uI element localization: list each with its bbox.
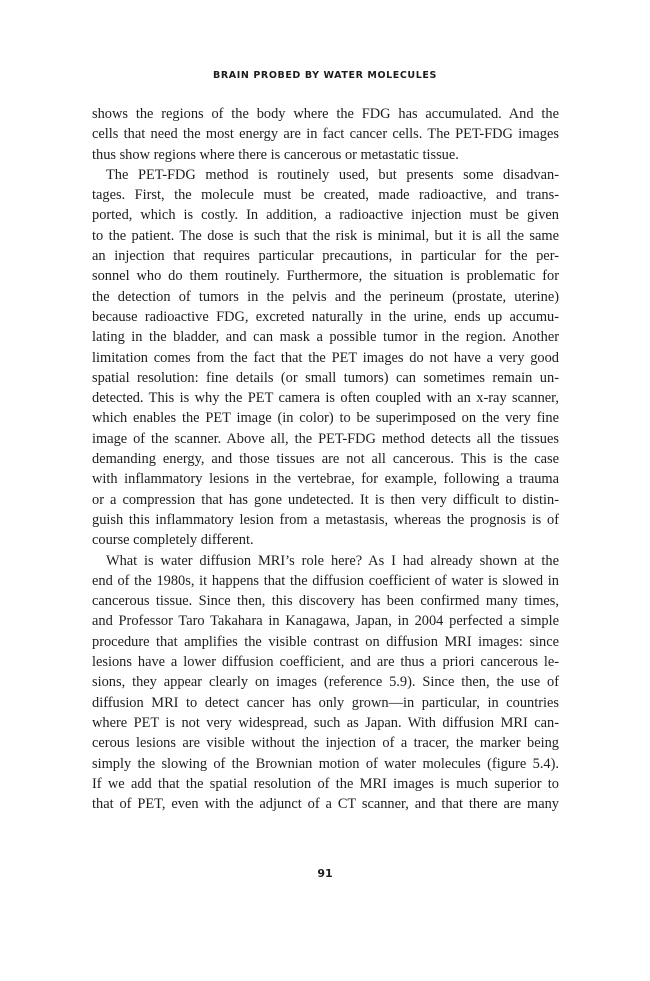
paragraph: [92, 165, 559, 551]
running-head: BRAIN PROBED BY WATER MOLECULES: [213, 70, 437, 81]
text-line: cells that need the most energy are in fact cancer cells. The PET-FDG images: [92, 126, 559, 143]
text-line: an injection that requires particular precautions, in particular for the per-: [92, 248, 559, 265]
text-line: diffusion MRI to detect cancer has only grown—in particular, in countries: [92, 694, 559, 711]
text-line: tages. First, the molecule must be created, made radioactive, and trans-: [92, 187, 559, 204]
text-line: and Professor Taro Takahara in Kanagawa, Japan, in 2004 perfected a simple: [92, 613, 559, 630]
text-line: sonnel who do them routinely. Furthermore, the situation is problematic for: [92, 268, 559, 285]
text-line: procedure that amplifies the visible contrast on diffusion MRI images: since: [92, 633, 559, 650]
text-line: to the patient. The dose is such that the risk is minimal, but it is all the same: [92, 227, 559, 244]
text-line: If we add that the spatial resolution of the MRI images is much superior to: [92, 775, 559, 792]
text-line: end of the 1980s, it happens that the diffusion coefficient of water is slowed in: [92, 572, 559, 589]
body-text: [92, 104, 559, 814]
text-line: where PET is not very widespread, such as Japan. With diffusion MRI can-: [92, 714, 559, 731]
text-line: or a compression that has gone undetected. It is then very difficult to distin-: [92, 491, 559, 508]
text-line: What is water diffusion MRI’s role here? As I had already shown at the: [106, 552, 559, 569]
text-line: The PET-FDG method is routinely used, but presents some disadvan-: [106, 166, 559, 183]
text-line: cancerous tissue. Since then, this discovery has been confirmed many times,: [92, 593, 559, 610]
text-line: ported, which is costly. In addition, a radioactive injection must be given: [92, 207, 559, 224]
text-line: because radioactive FDG, excreted naturally in the urine, ends up accumu-: [92, 308, 559, 325]
text-line: guish this inflammatory lesion from a metastasis, whereas the prognosis is of: [92, 511, 559, 528]
paragraph: [92, 551, 559, 815]
text-line: lesions have a lower diffusion coefficient, and are thus a priori cancerous le-: [92, 654, 559, 671]
text-line: thus show regions where there is cancerous or metastatic tissue.: [92, 146, 459, 163]
text-line: cerous lesions are visible without the injection of a tracer, the marker being: [92, 735, 559, 752]
text-line: simply the slowing of the Brownian motion of water molecules (figure 5.4).: [92, 755, 559, 772]
text-line: lating in the bladder, and can mask a possible tumor in the region. Another: [92, 329, 559, 346]
text-line: limitation comes from the fact that the PET images do not have a very good: [92, 349, 559, 366]
text-line: detected. This is why the PET camera is often coupled with an x-ray scanner,: [92, 390, 559, 407]
page-number: 91: [317, 867, 333, 880]
text-line: with inflammatory lesions in the vertebrae, for example, following a trauma: [92, 471, 559, 488]
text-line: demanding energy, and those tissues are not all cancerous. This is the case: [92, 451, 559, 468]
paragraph: [92, 104, 559, 165]
text-line: shows the regions of the body where the FDG has accumulated. And the: [92, 106, 559, 122]
text-line: which enables the PET image (in color) to be superimposed on the very fine: [92, 410, 559, 427]
text-line: sions, they appear clearly on images (reference 5.9). Since then, the use of: [92, 674, 559, 691]
text-line: image of the scanner. Above all, the PET-FDG method detects all the tissues: [92, 430, 559, 447]
text-line: course completely different.: [92, 532, 254, 549]
text-line: that of PET, even with the adjunct of a CT scanner, and that there are many: [92, 796, 559, 813]
text-line: spatial resolution: fine details (or small tumors) can sometimes remain un-: [92, 369, 559, 386]
text-line: the detection of tumors in the pelvis and the perineum (prostate, uterine): [92, 288, 559, 305]
